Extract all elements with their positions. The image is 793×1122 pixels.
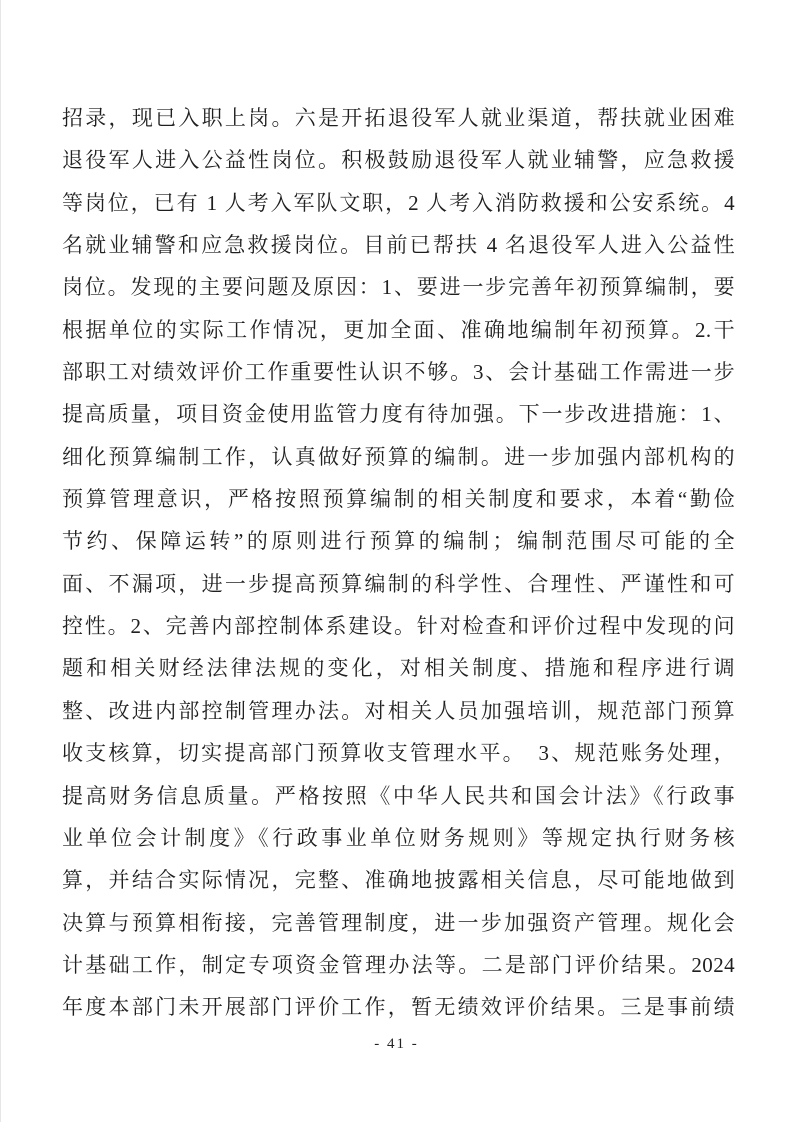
text-line: 招录，现已入职上岗。六是开拓退役军人就业渠道，帮扶就业困难 [62, 106, 735, 130]
text-line: 根据单位的实际工作情况，更加全面、准确地编制年初预算。2.干 [62, 317, 735, 342]
scan-edge-artifact [0, 0, 1, 1122]
text-line: 题和相关财经法律法规的变化，对相关制度、措施和程序进行调 [62, 656, 735, 681]
document-body [62, 97, 735, 1029]
text-line: 计基础工作，制定专项资金管理办法等。二是部门评价结果。2024 [62, 952, 735, 977]
text-line: 等岗位，已有 1 人考入军队文职，2 人考入消防救援和公安系统。4 [62, 190, 735, 215]
text-line: 算，并结合实际情况，完整、准确地披露相关信息，尽可能地做到 [62, 868, 735, 893]
text-line: 岗位。发现的主要问题及原因：1、要进一步完善年初预算编制，要 [62, 275, 735, 300]
text-line: 控性。2、完善内部控制体系建设。针对检查和评价过程中发现的问 [62, 614, 735, 639]
text-line: 退役军人进入公益性岗位。积极鼓励退役军人就业辅警，应急救援 [62, 148, 735, 173]
text-line: 决算与预算相衔接，完善管理制度，进一步加强资产管理。规化会 [62, 910, 735, 935]
text-line: 年度本部门未开展部门评价工作，暂无绩效评价结果。三是事前绩 [62, 995, 735, 1020]
text-line: 部职工对绩效评价工作重要性认识不够。3、会计基础工作需进一步 [62, 360, 735, 385]
page-number: - 41 - [374, 1036, 419, 1052]
text-line: 名就业辅警和应急救援岗位。目前已帮扶 4 名退役军人进入公益性 [62, 233, 735, 258]
text-line: 提高财务信息质量。严格按照《中华人民共和国会计法》《行政事 [62, 783, 735, 808]
text-line: 细化预算编制工作，认真做好预算的编制。进一步加强内部机构的 [62, 444, 735, 469]
text-line: 业单位会计制度》《行政事业单位财务规则》等规定执行财务核 [62, 825, 735, 850]
text-line: 收支核算，切实提高部门预算收支管理水平。 3、规范账务处理， [62, 741, 735, 766]
text-line: 节约、保障运转”的原则进行预算的编制；编制范围尽可能的全 [62, 529, 735, 554]
text-line: 整、改进内部控制管理办法。对相关人员加强培训，规范部门预算 [62, 698, 735, 723]
page-footer [0, 1036, 793, 1053]
text-line: 预算管理意识，严格按照预算编制的相关制度和要求，本着“勤俭 [62, 487, 735, 512]
text-line: 提高质量，项目资金使用监管力度有待加强。下一步改进措施：1、 [62, 402, 735, 427]
text-line: 面、不漏项，进一步提高预算编制的科学性、合理性、严谨性和可 [62, 571, 735, 596]
